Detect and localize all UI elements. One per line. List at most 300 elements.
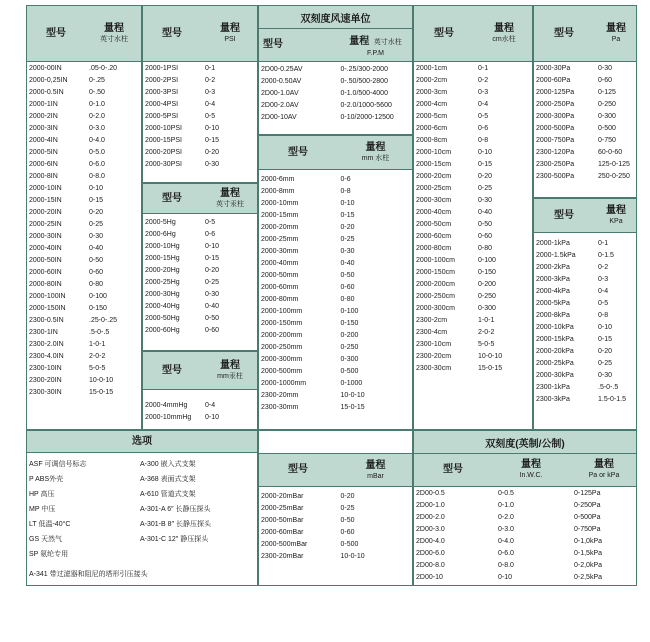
range-cell: 0-60 [340, 529, 355, 536]
table-row [414, 171, 532, 183]
table-header [27, 6, 141, 62]
model-cell: 2000-6cm [416, 125, 448, 132]
model-cell: 2000-5cm [416, 113, 448, 120]
model-cell: 2000-25Hg [145, 279, 180, 286]
range-cell: 0-2.0 [498, 514, 514, 521]
range-cell: 0-1 [598, 240, 609, 247]
model-cell: 2000-6mm [261, 176, 295, 183]
table-row [259, 306, 412, 318]
range-cell: 0-25 [598, 360, 613, 367]
range-cell: 0-8 [598, 312, 609, 319]
model-cell: 2000-20mm [261, 224, 299, 231]
model-cell: 2000-60Hg [145, 327, 180, 334]
option-item: MP 中压 [29, 506, 56, 513]
range-cell: 0-100 [340, 308, 359, 315]
options-panel [26, 430, 258, 586]
range-cell: 0-30 [478, 197, 493, 204]
unit-header: mm汞柱 [217, 373, 243, 380]
model-cell: 2000-2kPa [536, 264, 570, 271]
model-cell: 2000-8kPa [536, 312, 570, 319]
range-cell: 0-50 [205, 315, 220, 322]
range-cell: 0-6 [478, 125, 489, 132]
model-cell: 2000-15PSI [145, 137, 182, 144]
table-row [259, 210, 412, 222]
range-cell: 0-60 [340, 284, 355, 291]
range-cell: 0-25 [89, 221, 104, 228]
range-cell: 0-300 [598, 113, 616, 120]
range-cell: 0-5 [598, 300, 609, 307]
table-row [27, 375, 141, 387]
table-row [534, 286, 636, 298]
range-cell: 0-150 [89, 305, 107, 312]
table-row [259, 378, 412, 390]
table-row [534, 382, 636, 394]
model-cell: 2000-2cm [416, 77, 448, 84]
model-cell: 2000-1cm [416, 65, 448, 72]
range-cell: 0-30 [89, 233, 104, 240]
model-cell: 2000-30kPa [536, 372, 574, 379]
model-cell: 2000-100mm [261, 308, 303, 315]
model-cell: 2D00-2.0AV [261, 102, 299, 109]
model-cell: 2300-4.0IN [29, 353, 64, 360]
table-row [534, 123, 636, 135]
range-cell: 2-0-2 [478, 329, 495, 336]
model-cell: 2000-50mm [261, 272, 299, 279]
range-cell: 1-0-1 [478, 317, 495, 324]
range-cell: 0-2 [598, 264, 609, 271]
range-cell: 0-5 [478, 113, 489, 120]
table-row [534, 99, 636, 111]
table-row [414, 315, 532, 327]
option-item: HP 高压 [29, 491, 55, 498]
range-cell: 5-0-5 [478, 341, 495, 348]
range-cell: 0-5 [205, 113, 216, 120]
table-row [259, 294, 412, 306]
table-row [414, 536, 636, 548]
table-body [534, 238, 636, 406]
table-body [143, 63, 257, 171]
model-cell: 2000-80IN [29, 281, 62, 288]
range-cell: 0-20 [205, 149, 220, 156]
model-cell: 2000-60IN [29, 269, 62, 276]
unit-header: KPa [609, 218, 623, 225]
range-cell-metric: 0-750Pa [574, 526, 601, 533]
model-cell: 2000-15mm [261, 212, 299, 219]
model-cell: 2000-5Hg [145, 219, 176, 226]
option-item: P ABS外壳 [29, 476, 64, 483]
range-cell: 0-750 [598, 137, 616, 144]
model-cell: 2000-6Hg [145, 231, 176, 238]
table-row [27, 87, 141, 99]
table-row [414, 63, 532, 75]
model-cell: 2000-3PSI [145, 89, 179, 96]
table-row [414, 351, 532, 363]
table-row [143, 412, 257, 424]
option-item: SP 氨纶专用 [29, 551, 69, 558]
range-cell: 0-80 [478, 245, 493, 252]
table-row [414, 243, 532, 255]
range-cell: .5-0-.5 [598, 384, 619, 391]
range-cell: 10-0-10 [89, 377, 114, 384]
model-cell: 2000-125Pa [536, 89, 575, 96]
range-cell-metric: 0-1,0kPa [574, 538, 603, 545]
model-cell: 2D00-0.25AV [261, 66, 303, 73]
model-cell: 2000-30mm [261, 248, 299, 255]
range-cell-metric: 0-1,5kPa [574, 550, 603, 557]
range-cell: 125-0-125 [598, 161, 630, 168]
model-cell: 2000-4mmHg [145, 402, 188, 409]
table-row [27, 327, 141, 339]
table-row [143, 99, 257, 111]
table-cm-water [413, 5, 533, 430]
model-cell: 2000-30Pa [536, 65, 571, 72]
model-cell: 2000-20kPa [536, 348, 574, 355]
table-header [259, 136, 412, 170]
table-mbar [258, 430, 413, 586]
model-cell: 2000-50cm [416, 221, 452, 228]
range-cell: 0-1.5 [598, 252, 614, 259]
table-row [27, 159, 141, 171]
model-cell: 2000-2PSI [145, 77, 179, 84]
range-cell: 2-0-2 [89, 353, 106, 360]
range-cell: 0-80 [340, 296, 355, 303]
table-row [259, 112, 412, 124]
options-header [27, 431, 257, 453]
table-row [27, 267, 141, 279]
table-row [534, 358, 636, 370]
table-row [534, 87, 636, 99]
option-item: A-301-B 8″ 长静压探头 [140, 521, 211, 528]
range-cell: 0-15 [478, 161, 493, 168]
model-cell: 2000-150cm [416, 269, 455, 276]
model-cell: 2000-15Hg [145, 255, 180, 262]
range-cell: 0-40 [205, 303, 220, 310]
range-cell: 0-40 [89, 245, 104, 252]
table-row [259, 551, 412, 563]
model-cell: 2000-20cm [416, 173, 452, 180]
table-row [414, 548, 636, 560]
model-cell: 2000-100IN [29, 293, 66, 300]
range-cell-metric: 0-250Pa [574, 502, 601, 509]
table-row [259, 64, 412, 76]
table-row [143, 241, 257, 253]
table-row [414, 87, 532, 99]
range-cell: 0-10/2000-12500 [340, 114, 394, 121]
model-header: 型号 [443, 463, 463, 475]
model-header: 型号 [288, 464, 308, 475]
range-cell: 0-30 [598, 65, 613, 72]
range-header: 量程 [220, 188, 240, 199]
table-row [143, 253, 257, 265]
model-cell: 2000-00IN [29, 65, 62, 72]
model-cell: 2300-4cm [416, 329, 448, 336]
table-row [414, 255, 532, 267]
table-row [143, 63, 257, 75]
table-row [259, 222, 412, 234]
model-cell: 2000-80cm [416, 245, 452, 252]
range-cell: 0-8.0 [89, 173, 105, 180]
table-row [534, 63, 636, 75]
range-header-metric: 量程 [594, 459, 614, 470]
table-row [534, 262, 636, 274]
table-row [414, 303, 532, 315]
range-cell: 15-0-15 [340, 404, 365, 411]
model-cell: 2000-40IN [29, 245, 62, 252]
range-cell: 15-0-15 [89, 389, 114, 396]
table-row [414, 560, 636, 572]
range-header: 量程 [104, 23, 124, 34]
table-header [534, 6, 636, 62]
table-row [27, 303, 141, 315]
table-row [259, 390, 412, 402]
range-cell: 0-25 [340, 236, 355, 243]
model-cell: 2000-6IN [29, 161, 58, 168]
model-cell: 2000-8cm [416, 137, 448, 144]
model-cell: 2000-1.5kPa [536, 252, 576, 259]
table-body [143, 217, 257, 337]
model-cell: 2000-10IN [29, 185, 62, 192]
model-cell: 2000-2IN [29, 113, 58, 120]
table-header [414, 431, 636, 487]
model-header: 型号 [263, 38, 283, 50]
table-body [259, 491, 412, 563]
model-cell: 2000-3kPa [536, 276, 570, 283]
model-cell: 2000-150IN [29, 305, 66, 312]
table-body [534, 63, 636, 183]
table-row [27, 231, 141, 243]
table-row [143, 87, 257, 99]
table-row [414, 488, 636, 500]
model-cell: 2300-30cm [416, 365, 452, 372]
table-mm-hg [142, 351, 258, 430]
table-row [259, 515, 412, 527]
table-row [27, 75, 141, 87]
range-cell: 0-250 [340, 344, 359, 351]
range-cell: 0-20 [598, 348, 613, 355]
table-row [259, 258, 412, 270]
options-footnote: A-341 带过滤器和阻尼的塔形引压接头 [29, 571, 148, 578]
model-cell: 2300-250Pa [536, 161, 575, 168]
model-cell: 2D00-10AV [261, 114, 297, 121]
option-item: A-301-C 12″ 静压探头 [140, 536, 209, 543]
table-header [259, 6, 412, 62]
model-cell: 2000-25mBar [261, 505, 304, 512]
model-cell: 2000-250cm [416, 293, 455, 300]
range-cell: 0-25 [478, 185, 493, 192]
option-item: ASF 可调信号标志 [29, 461, 87, 468]
model-cell: 2000-500Pa [536, 125, 575, 132]
model-cell: 2000-20IN [29, 209, 62, 216]
table-row [259, 402, 412, 414]
model-header: 型号 [162, 364, 182, 376]
model-cell: 2300-2.0IN [29, 341, 64, 348]
range-cell: 1.5-0-1.5 [598, 396, 627, 403]
range-cell: 0-3 [478, 89, 489, 96]
range-cell: 0-200 [340, 332, 359, 339]
range-cell: 0-40 [340, 260, 355, 267]
table-row [534, 346, 636, 358]
table-row [534, 298, 636, 310]
table-row [259, 527, 412, 539]
range-cell: 0-15 [598, 336, 613, 343]
table-row [414, 524, 636, 536]
range-cell: 0-4.0 [498, 538, 514, 545]
table-row [259, 366, 412, 378]
range-cell: .25-0-.25 [89, 317, 118, 324]
range-cell: 0-10 [478, 149, 493, 156]
model-cell: 2300-30IN [29, 389, 62, 396]
model-cell: 2000-300Pa [536, 113, 575, 120]
table-row [143, 217, 257, 229]
table-row [414, 195, 532, 207]
model-cell: 2000-3IN [29, 125, 58, 132]
table-row [414, 327, 532, 339]
model-cell: 2300-20cm [416, 353, 452, 360]
model-cell: 2000-30IN [29, 233, 62, 240]
model-cell: 2000-200cm [416, 281, 455, 288]
range-cell: 0-40 [478, 209, 493, 216]
unit-header-imperial: In.W.C. [519, 472, 543, 479]
table-row [534, 370, 636, 382]
table-row [534, 250, 636, 262]
model-cell: 2D00-4.0 [416, 538, 445, 545]
option-item: A-610 管道式支架 [140, 491, 196, 498]
range-cell: 10-0-10 [478, 353, 503, 360]
table-row [143, 75, 257, 87]
range-header: 量程 [220, 23, 240, 34]
table-row [414, 147, 532, 159]
model-header: 型号 [162, 27, 182, 39]
table-row [143, 400, 257, 412]
model-header: 型号 [554, 27, 574, 39]
model-cell: 2000-50mBar [261, 517, 304, 524]
range-header: 量程 英寸水柱 [349, 36, 402, 47]
range-cell: 0-50 [340, 517, 355, 524]
table-row [414, 111, 532, 123]
model-cell: 2000-1000mm [261, 380, 307, 387]
range-cell: 0-50 [340, 272, 355, 279]
range-cell: 0-6.0 [498, 550, 514, 557]
range-cell: 0-60 [89, 269, 104, 276]
range-cell: 0-4 [598, 288, 609, 295]
range-cell: 0-1 [478, 65, 489, 72]
model-cell: 2300-500Pa [536, 173, 575, 180]
range-cell: 0-10 [205, 125, 220, 132]
range-header-imperial: 量程 [521, 459, 541, 470]
range-cell: 0-.25 [89, 77, 105, 84]
table-row [27, 255, 141, 267]
model-cell: 2000-100cm [416, 257, 455, 264]
range-cell: 0-30 [598, 372, 613, 379]
model-cell: 2000-15cm [416, 161, 452, 168]
model-cell: 2000-250Pa [536, 101, 575, 108]
model-header: 型号 [46, 27, 66, 39]
range-cell: 0-0.5 [498, 490, 514, 497]
range-cell: 10-0-10 [340, 392, 365, 399]
range-cell: 0-4 [205, 101, 216, 108]
table-row [27, 315, 141, 327]
table-row [414, 219, 532, 231]
model-cell: 2000-4kPa [536, 288, 570, 295]
model-cell: 2000-20Hg [145, 267, 180, 274]
table-mm-water [258, 135, 413, 430]
table-row [534, 322, 636, 334]
model-cell: 2000-25kPa [536, 360, 574, 367]
model-cell: 2000-300cm [416, 305, 455, 312]
range-cell: 0-25 [205, 279, 220, 286]
range-cell: 0-10 [89, 185, 104, 192]
model-cell: 2000-20mBar [261, 493, 304, 500]
table-row [534, 310, 636, 322]
table-row [534, 238, 636, 250]
range-cell: 0-60 [478, 233, 493, 240]
range-cell: 0-25 [340, 505, 355, 512]
table-row [414, 363, 532, 375]
unit-header: 英寸水柱 [100, 36, 128, 43]
range-cell: 0-60 [205, 327, 220, 334]
range-cell: 0-1 [205, 65, 216, 72]
model-cell: 2000-60mBar [261, 529, 304, 536]
model-cell: 2000-8mm [261, 188, 295, 195]
table-pa [533, 5, 637, 198]
range-cell-metric: 0-2,0kPa [574, 562, 603, 569]
model-cell: 2000-0,25IN [29, 77, 68, 84]
table-row [259, 354, 412, 366]
unit-header: Pa [611, 36, 621, 43]
table-row [143, 147, 257, 159]
model-cell: 2000-8IN [29, 173, 58, 180]
unit-header: 英寸汞柱 [216, 201, 244, 208]
table-row [27, 63, 141, 75]
model-cell: 2D00-3.0 [416, 526, 445, 533]
model-cell: 2000-15IN [29, 197, 62, 204]
table-row [534, 334, 636, 346]
model-cell: 2000-250mm [261, 344, 303, 351]
range-cell: 0-60 [598, 77, 613, 84]
model-cell: 2000-500mBar [261, 541, 308, 548]
range-cell: 0-200 [478, 281, 496, 288]
table-row [27, 111, 141, 123]
option-item: GS 天然气 [29, 536, 63, 543]
table-row [143, 135, 257, 147]
range-cell: 0-6 [205, 231, 216, 238]
range-cell: 0-6.0 [89, 161, 105, 168]
table-row [143, 289, 257, 301]
range-cell: 0-20 [205, 267, 220, 274]
range-cell: 0-8 [340, 188, 351, 195]
model-cell: 2300-20IN [29, 377, 62, 384]
table-row [27, 195, 141, 207]
range-cell-metric: 0-2,5kPa [574, 574, 603, 581]
model-cell: 2000-40Hg [145, 303, 180, 310]
range-cell: 10-0-10 [340, 553, 365, 560]
table-body [27, 63, 141, 399]
model-cell: 2300-2cm [416, 317, 448, 324]
table-row [27, 243, 141, 255]
range-header: 量程 [494, 23, 514, 34]
table-row [259, 246, 412, 258]
range-cell: 0-10 [498, 574, 513, 581]
table-row [143, 159, 257, 171]
range-cell: 0-150 [340, 320, 359, 327]
table-header [534, 199, 636, 233]
model-cell: 2000-10kPa [536, 324, 574, 331]
model-cell: 2D00-2.0 [416, 514, 445, 521]
model-cell: 2000-0.50AV [261, 78, 302, 85]
model-cell: 2000-60mm [261, 284, 299, 291]
table-row [27, 291, 141, 303]
table-header [414, 6, 532, 62]
